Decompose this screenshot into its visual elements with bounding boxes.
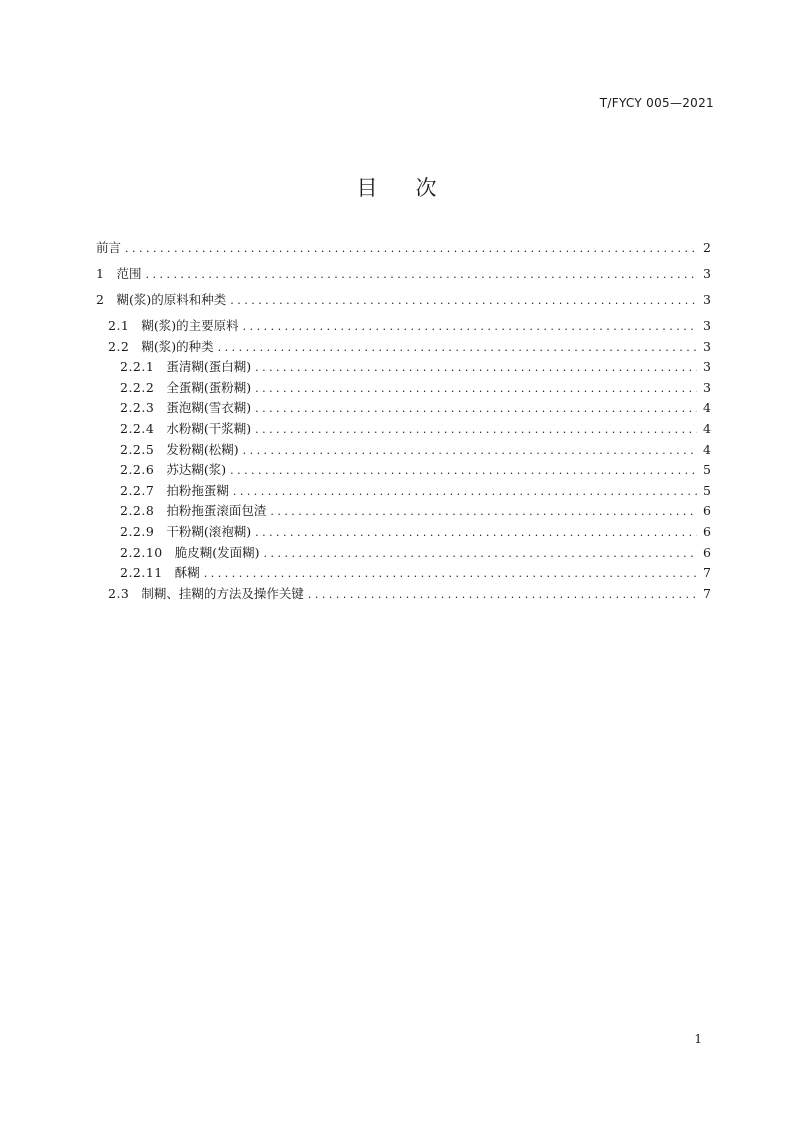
toc-entry[interactable] [96,419,711,440]
toc-entry-page: 3 [703,318,711,333]
toc-entry-number: 2.2.8 [120,503,155,519]
document-code: T/FYCY 005—2021 [599,96,714,110]
toc-entry-label: 制糊、挂糊的方法及操作关键 [141,585,304,601]
toc-entry-label: 苏达糊(浆) [166,462,227,478]
toc-dot-leader [270,505,697,518]
toc-entry-page: 4 [703,441,711,457]
toc-entry-page: 7 [703,565,711,581]
toc-entry-page: 2 [703,240,711,255]
toc-entry-page: 4 [703,420,711,436]
toc-entry-label: 脆皮糊(发面糊) [174,544,260,560]
toc-entry-label: 蛋泡糊(雪衣糊) [166,400,252,416]
toc-dot-leader [243,320,697,333]
toc-entry-page: 3 [703,359,711,375]
toc-entry[interactable] [96,543,711,564]
toc-entry-number: 2.3 [108,585,130,601]
toc-entry[interactable] [96,290,711,316]
toc-dot-leader [125,242,697,255]
toc-entry[interactable] [96,398,711,419]
toc-entry[interactable] [96,316,711,337]
toc-entry[interactable] [96,238,711,264]
toc-entry-number: 2.2.4 [120,420,155,436]
toc-entry-number: 2.2.9 [120,523,155,539]
toc-entry-label: 干粉糊(滚袍糊) [166,523,252,539]
toc-entry[interactable] [96,501,711,522]
toc-dot-leader [255,526,697,539]
toc-entry[interactable] [96,563,711,584]
toc-entry-page: 5 [703,462,711,478]
toc-entry-label: 糊(浆)的种类 [141,338,214,354]
toc-entry-number: 2.2.11 [120,565,163,581]
toc-entry[interactable] [96,337,711,358]
toc-dot-leader [204,567,697,580]
toc-entry-page: 3 [703,379,711,395]
toc-entry-label: 酥糊 [174,565,200,581]
toc-dot-leader [145,268,697,281]
toc-entry[interactable] [96,378,711,399]
toc-dot-leader [308,588,697,601]
toc-entry-label: 水粉糊(干浆糊) [166,420,252,436]
toc-dot-leader [218,341,697,354]
toc-entry-page: 5 [703,482,711,498]
toc-entry-page: 3 [703,292,711,307]
toc-entry-label: 拍粉拖蛋糊 [166,482,229,498]
toc-entry-label: 全蛋糊(蛋粉糊) [166,379,252,395]
toc-entry-page: 4 [703,400,711,416]
toc-entry-label: 蛋清糊(蛋白糊) [166,359,252,375]
toc-entry-page: 6 [703,523,711,539]
toc-dot-leader [230,464,697,477]
toc-entry-number: 2.2 [108,338,130,354]
toc-dot-leader [243,444,697,457]
toc-entry-label: 范围 [116,266,142,281]
toc-entry[interactable] [96,522,711,543]
toc-entry-number: 2.2.2 [120,379,155,395]
page-number: 1 [694,1032,702,1046]
toc-dot-leader [255,423,697,436]
toc-dot-leader [255,382,697,395]
toc-entry-page: 7 [703,585,711,601]
toc-entry-number: 2.2.1 [120,359,155,375]
toc-entry[interactable] [96,264,711,290]
toc-entry-number: 2.1 [108,318,130,333]
page-title: 目次 [356,176,475,200]
toc-entry-label: 发粉糊(松糊) [166,441,239,457]
toc-entry-number: 2.2.10 [120,544,163,560]
toc-entry-number: 2.2.3 [120,400,155,416]
toc-entry-label: 拍粉拖蛋滚面包渣 [166,503,267,519]
toc-dot-leader [264,547,697,560]
toc-entry-label: 糊(浆)的原料和种类 [116,292,227,307]
toc-entry-number: 2 [96,292,105,307]
toc-entry[interactable] [96,440,711,461]
toc-entry-label: 糊(浆)的主要原料 [141,318,239,333]
toc-entry[interactable] [96,481,711,502]
toc-entry-number: 2.2.6 [120,462,155,478]
toc-dot-leader [255,361,697,374]
toc-entry-page: 3 [703,338,711,354]
toc-entry-number: 2.2.5 [120,441,155,457]
toc-entry-page: 3 [703,266,711,281]
toc-entry-number: 1 [96,266,105,281]
toc-entry-number: 2.2.7 [120,482,155,498]
toc-dot-leader [230,294,697,307]
toc-entry[interactable] [96,357,711,378]
toc-entry[interactable] [96,460,711,481]
table-of-contents [96,238,711,604]
toc-entry-page: 6 [703,544,711,560]
toc-entry-page: 6 [703,503,711,519]
toc-entry-label: 前言 [96,240,122,255]
toc-entry[interactable] [96,584,711,605]
toc-dot-leader [233,485,697,498]
toc-dot-leader [255,402,697,415]
